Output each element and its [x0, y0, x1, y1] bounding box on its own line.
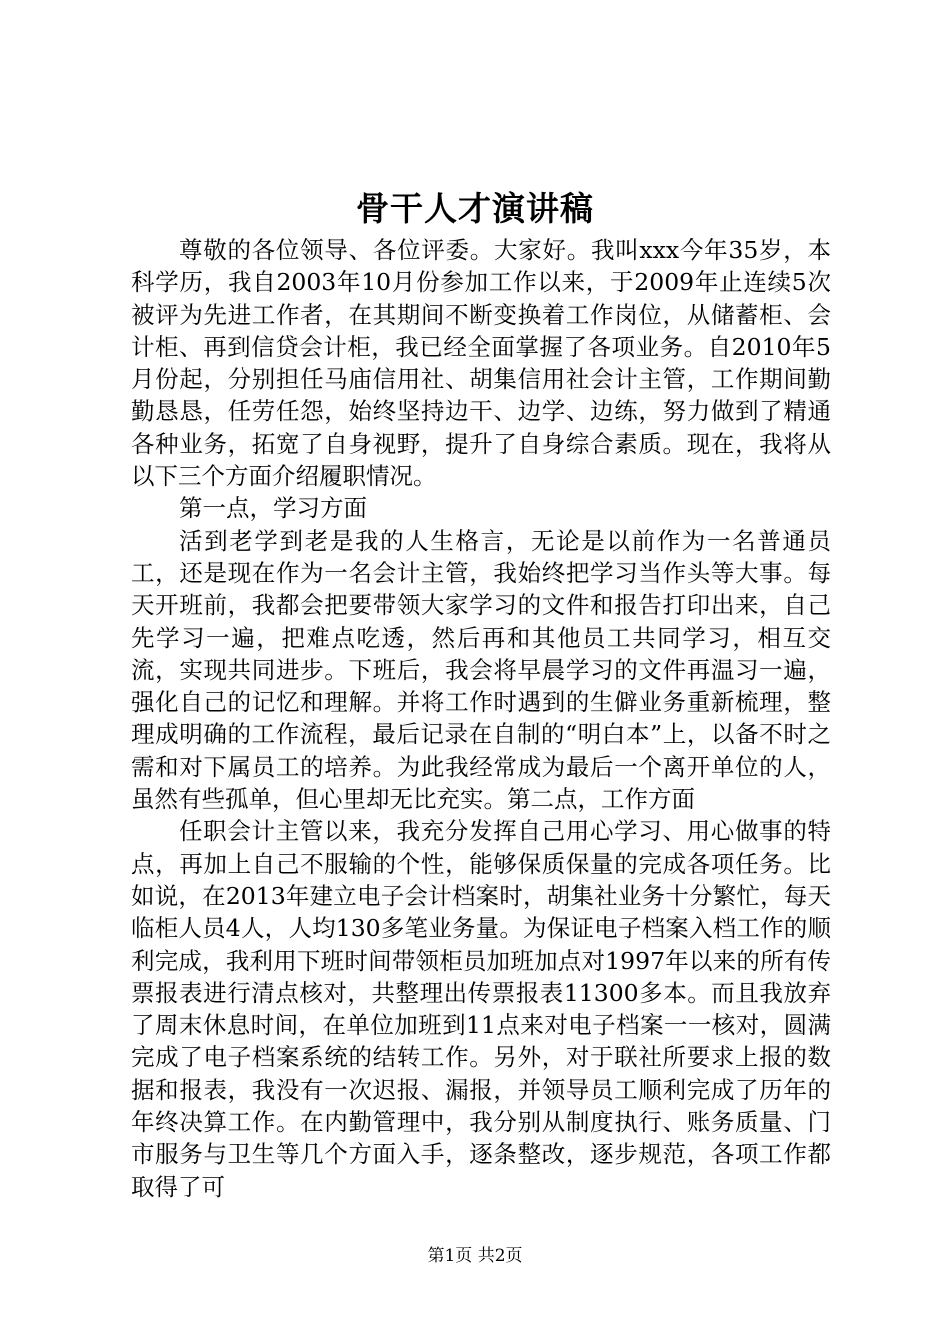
paragraph-study: 活到老学到老是我的人生格言，无论是以前作为一名普通员工，还是现在作为一名会计主管，我始终把学习当作头等大事。每天开班前，我都会把要带领大家学习的文件和报告打印出来，自己先学习一遍，把难点吃透，然后再和其他员工共同学习，相互交流，实现共同进步。下班后，我会将早晨学习的文件再温习一遍，强化自己的记忆和理解。并将工作时遇到的生僻业务重新梳理，整理成明确的工作流程，最后记录在自制的“明白本”上，以备不时之需和对下属员工的培养。为此我经常成为最后一个离开单位的人，虽然有些孤单，但心里却无比充实。第二点，工作方面	[131, 526, 831, 814]
paragraph-introduction: 尊敬的各位领导、各位评委。大家好。我叫xxx今年35岁，本科学历，我自2003年10月份参加工作以来，于2009年止连续5次被评为先进工作者，在其期间不断变换着工作岗位，从储蓄柜、会计柜、再到信贷会计柜，我已经全面掌握了各项业务。自2010年5月份起，分别担任马庙信用社、胡集信用社会计主管，工作期间勤勤恳恳，任劳任怨，始终坚持边干、边学、边练，努力做到了精通各种业务，拓宽了自身视野，提升了自身综合素质。现在，我将从以下三个方面介绍履职情况。	[131, 236, 831, 491]
section-heading-study: 第一点，学习方面	[179, 494, 367, 523]
document-title: 骨干人才演讲稿	[356, 189, 594, 228]
page-footer: 第1页 共2页	[427, 1246, 523, 1266]
document-body	[131, 234, 831, 1203]
paragraph-work: 任职会计主管以来，我充分发挥自己用心学习、用心做事的特点，再加上自己不服输的个性，能够保质保量的完成各项任务。比如说，在2013年建立电子会计档案时，胡集社业务十分繁忙，每天临柜人员4人，人均130多笔业务量。为保证电子档案入档工作的顺利完成，我利用下班时间带领柜员加班加点对1997年以来的所有传票报表进行清点核对，共整理出传票报表11300多本。而且我放弃了周末休息时间，在单位加班到11点来对电子档案一一核对，圆满完成了电子档案系统的结转工作。另外，对于联社所要求上报的数据和报表，我没有一次迟报、漏报，并领导员工顺利完成了历年的年终决算工作。在内勤管理中，我分别从制度执行、账务质量、门市服务与卫生等几个方面入手，逐条整改，逐步规范，各项工作都取得了可	[131, 817, 831, 1201]
